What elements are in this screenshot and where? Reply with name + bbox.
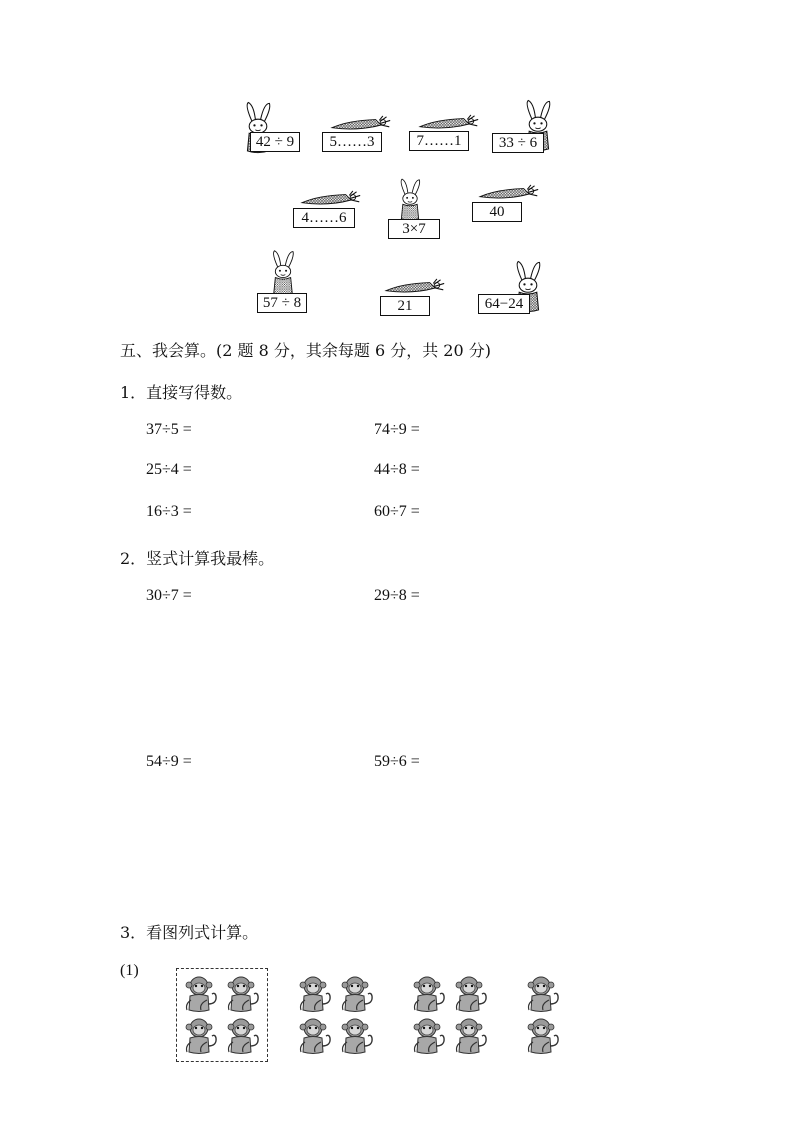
card-rabbit: 57 ÷ 8 [257,293,307,313]
oral-calc-item: 25÷4 = [146,461,192,478]
oral-calc-item: 16÷3 = [146,503,192,520]
carrot-icon [478,184,542,204]
question-3-heading: 3．看图列式计算。 [120,923,259,942]
monkey-icon [178,974,220,1014]
question-2-heading: 2．竖式计算我最棒。 [120,549,275,568]
monkey-icon [334,974,376,1014]
vertical-calc-item: 54÷9 = [146,753,192,770]
monkey-icon [448,974,490,1014]
monkey-icon [448,1016,490,1056]
monkey-icon [220,1016,262,1056]
card-carrot: 4……6 [293,208,355,228]
vertical-calc-item: 29÷8 = [374,587,420,604]
card-rabbit: 33 ÷ 6 [492,133,544,153]
monkey-icon [178,1016,220,1056]
card-carrot: 5……3 [322,132,382,152]
vertical-calc-item: 30÷7 = [146,587,192,604]
card-carrot: 21 [380,296,430,316]
sub-question-label: (1) [120,962,139,979]
rabbit-icon [258,250,308,296]
card-carrot: 40 [472,202,522,222]
question-1-heading: 1．直接写得数。 [120,383,243,402]
carrot-icon [300,190,364,210]
monkey-icon [406,974,448,1014]
oral-calc-item: 44÷8 = [374,461,420,478]
card-rabbit: 42 ÷ 9 [250,132,300,152]
vertical-calc-item: 59÷6 = [374,753,420,770]
monkey-icon [220,974,262,1014]
monkey-icon [520,974,562,1014]
monkey-icon [292,1016,334,1056]
oral-calc-item: 74÷9 = [374,421,420,438]
card-rabbit: 64−24 [478,294,530,314]
card-carrot: 7……1 [409,131,469,151]
monkey-icon [406,1016,448,1056]
oral-calc-item: 37÷5 = [146,421,192,438]
section-title: 五、我会算。(2 题 8 分，其余每题 6 分，共 20 分) [120,341,491,360]
oral-calc-item: 60÷7 = [374,503,420,520]
monkey-icon [292,974,334,1014]
monkey-icon [520,1016,562,1056]
card-rabbit: 3×7 [388,219,440,239]
carrot-icon [384,278,448,298]
monkey-icon [334,1016,376,1056]
